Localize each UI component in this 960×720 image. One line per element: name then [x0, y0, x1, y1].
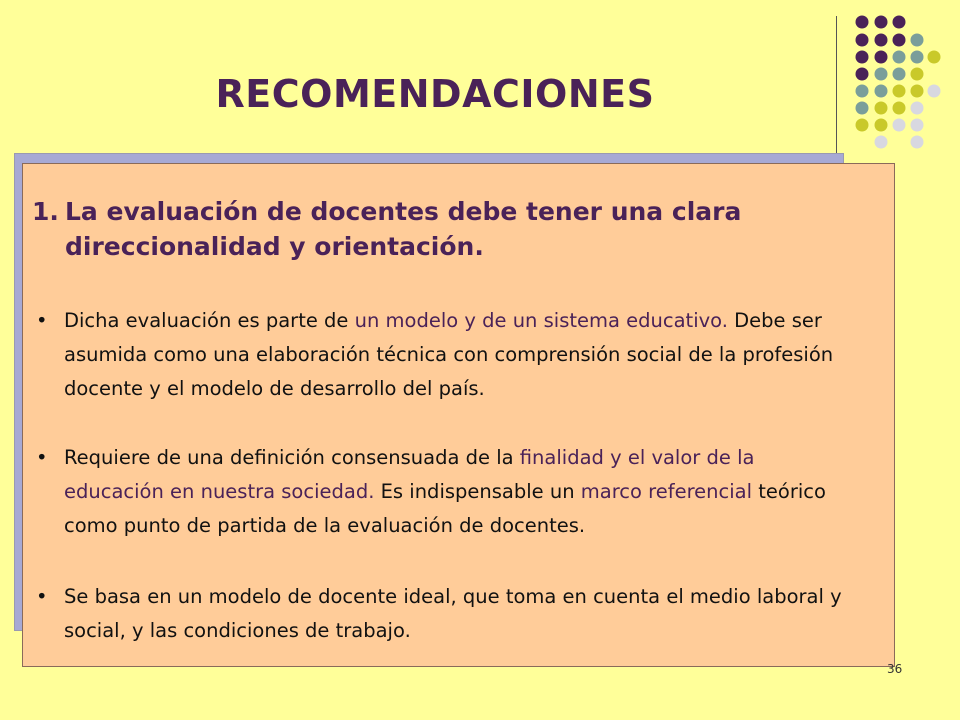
bullet-text-part: teórico como punto de partida de la evaluación de docentes.: [64, 480, 826, 537]
decorative-dot: [893, 68, 906, 81]
decorative-dot: [875, 136, 888, 149]
slide-title: RECOMENDACIONES: [215, 72, 655, 116]
decorative-dot: [911, 68, 924, 81]
decorative-dot: [911, 136, 924, 149]
decorative-dot: [893, 34, 906, 47]
bullet-symbol: •: [36, 446, 48, 469]
bullet-text: [36, 441, 856, 543]
decorative-dot: [893, 85, 906, 98]
decorative-dot: [875, 34, 888, 47]
decorative-dot: [893, 119, 906, 132]
decorative-dot: [911, 119, 924, 132]
decorative-dot: [856, 51, 869, 64]
bullet-text-part: Es indispensable un: [374, 480, 581, 503]
heading-number: 1.: [32, 197, 59, 226]
bullet-text-highlight: marco referencial: [580, 480, 753, 503]
decorative-dot: [875, 119, 888, 132]
main-heading: [32, 194, 832, 264]
decorative-dot: [856, 16, 869, 29]
decorative-dot: [893, 51, 906, 64]
bullet-text-part: Requiere de una definición consensuada de la: [64, 446, 520, 469]
bullet-text-part: Dicha evaluación es parte de: [64, 309, 355, 332]
decorative-dot: [911, 34, 924, 47]
decorative-dot: [875, 102, 888, 115]
bullet-item-3: [36, 580, 856, 648]
decorative-dot: [875, 16, 888, 29]
bullet-text-part: Debe ser asumida como una elaboración técnica con comprensión social de la profesión docente y el modelo de desarrollo del país.: [64, 309, 834, 400]
bullet-symbol: •: [36, 309, 48, 332]
decorative-dot: [875, 51, 888, 64]
bullet-text: [36, 304, 856, 406]
decorative-dot: [893, 102, 906, 115]
decorative-dot: [893, 16, 906, 29]
bullet-text-part: Se basa en un modelo de docente ideal, que toma en cuenta el medio laboral y social, y las condiciones de trabajo.: [64, 585, 842, 642]
decorative-dot: [856, 119, 869, 132]
heading-text: La evaluación de docentes debe tener una clara direccionalidad y orientación.: [65, 197, 742, 261]
decorative-dot: [875, 68, 888, 81]
bullet-text-highlight: un modelo y de un sistema educativo.: [354, 309, 728, 332]
bullet-symbol: •: [36, 585, 48, 608]
decorative-dot: [856, 34, 869, 47]
bullet-text-highlight: finalidad y el valor de la educación en nuestra sociedad.: [64, 446, 755, 503]
decorative-dot: [911, 102, 924, 115]
decorative-dot: [875, 85, 888, 98]
decorative-dot: [928, 85, 941, 98]
decorative-dot: [911, 51, 924, 64]
decorative-dot: [928, 51, 941, 64]
decorative-dot: [911, 85, 924, 98]
bullet-item-1: [36, 304, 856, 406]
slide-number: 36: [887, 662, 903, 676]
bullet-item-2: [36, 441, 856, 543]
bullet-text: [36, 580, 856, 648]
